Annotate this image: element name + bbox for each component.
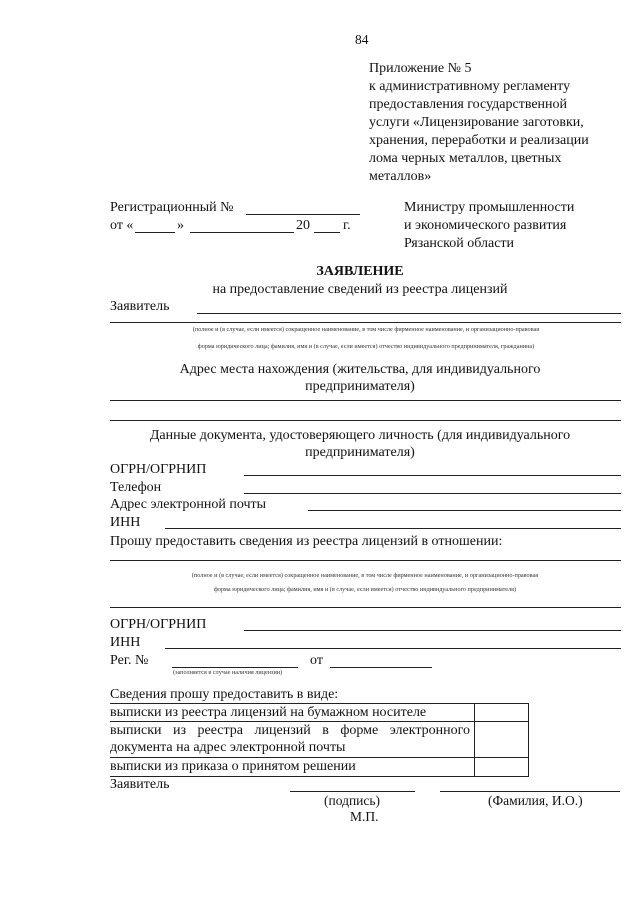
subject-hint: (полное и (в случае, если имеется) сокращенное наименование, в том числе фирменное наименование, и организационно-правовая — [191, 572, 539, 579]
applicant-label: Заявитель — [110, 299, 170, 314]
registration-date-from: от « — [110, 218, 134, 233]
subject-field[interactable] — [110, 560, 621, 561]
subject-inn-label: ИНН — [110, 635, 141, 650]
email-field[interactable] — [308, 510, 621, 511]
inn-label: ИНН — [110, 515, 141, 530]
subject-ogrn-label: ОГРН/ОГРНИП — [110, 617, 207, 632]
applicant-hint: форма юридического лица; фамилия, имя и (в случае, если имеется) отчество индивидуального предпринимателя, гражданина) — [197, 343, 535, 350]
reg-from-label: от — [310, 653, 323, 668]
reg-hint: (заполняется в случае наличия лицензии) — [173, 669, 283, 676]
option-electronic: документа на адрес электронной почты — [110, 740, 346, 755]
ogrn-label: ОГРН/ОГРНИП — [110, 462, 207, 477]
option-electronic: выписки из реестра лицензий в форме электронного — [110, 723, 470, 738]
address-heading: Адрес места нахождения (жительства, для индивидуального — [179, 362, 541, 377]
registration-number-label: Регистрационный № — [110, 200, 234, 215]
registration-year-suffix: г. — [343, 218, 351, 233]
appendix-line: лома черных металлов, цветных — [369, 151, 562, 166]
document-heading: Данные документа, удостоверяющего личность (для индивидуального — [149, 428, 571, 443]
full-name-field[interactable] — [440, 791, 620, 792]
email-label: Адрес электронной почты — [110, 497, 267, 512]
document-title: ЗАЯВЛЕНИЕ — [316, 264, 404, 279]
addressee-line: Министру промышленности — [404, 200, 575, 215]
phone-field[interactable] — [244, 493, 621, 494]
subject-inn-field[interactable] — [165, 648, 621, 649]
registration-year-prefix: 20 — [296, 218, 310, 233]
appendix-line: металлов» — [369, 169, 432, 184]
reg-date-field[interactable] — [330, 667, 432, 668]
option-electronic-checkbox[interactable] — [476, 723, 526, 755]
appendix-line: услуги «Лицензирование заготовки, — [369, 115, 584, 130]
option-paper: выписки из реестра лицензий на бумажном носителе — [110, 705, 427, 720]
appendix-line: предоставления государственной — [369, 97, 568, 112]
option-paper-checkbox[interactable] — [476, 705, 526, 720]
options-table-bottom — [110, 776, 528, 777]
signature-caption: (подпись) — [324, 793, 381, 808]
registration-month-field[interactable] — [190, 232, 294, 233]
applicant-field-line2[interactable] — [110, 322, 621, 323]
options-table-right — [528, 703, 529, 777]
applicant-field[interactable] — [197, 313, 621, 314]
option-order-extract: выписки из приказа о принятом решении — [110, 759, 356, 774]
option-order-extract-checkbox[interactable] — [476, 759, 526, 775]
ogrn-field[interactable] — [244, 475, 621, 476]
form-heading: Сведения прошу предоставить в виде: — [110, 687, 339, 702]
signature-field[interactable] — [290, 791, 415, 792]
document-heading: предпринимателя) — [305, 445, 415, 460]
address-heading: предпринимателя) — [305, 379, 415, 394]
registration-date-quote: » — [177, 218, 184, 233]
inn-field[interactable] — [165, 528, 621, 529]
subject-ogrn-field[interactable] — [244, 630, 621, 631]
reg-number-field[interactable] — [172, 667, 298, 668]
addressee-line: и экономического развития — [404, 218, 567, 233]
registration-number-field[interactable] — [246, 214, 360, 215]
subject-field-line2[interactable] — [110, 607, 621, 608]
registration-day-field[interactable] — [135, 232, 175, 233]
reg-number-label: Рег. № — [110, 653, 149, 668]
applicant-hint: (полное и (в случае, если имеется) сокращенное наименование, в том числе фирменное наименование, и организационно-правовая — [192, 326, 540, 333]
phone-label: Телефон — [110, 480, 162, 495]
full-name-caption: (Фамилия, И.О.) — [488, 793, 583, 808]
appendix-line: Приложение № 5 — [369, 61, 472, 76]
options-table-divider — [474, 703, 475, 777]
document-subtitle: на предоставление сведений из реестра лицензий — [212, 282, 508, 297]
appendix-line: хранения, переработки и реализации — [369, 133, 589, 148]
page-number: 84 — [355, 32, 369, 47]
stamp-label: М.П. — [350, 809, 379, 824]
addressee-line: Рязанской области — [404, 236, 515, 251]
address-field[interactable] — [110, 400, 621, 401]
subject-hint: форма юридического лица; фамилия, имя и (в случае, если имеется) отчество индивидуального предпринимателя) — [213, 586, 517, 593]
appendix-line: к административному регламенту — [369, 79, 571, 94]
signature-applicant-label: Заявитель — [110, 777, 170, 792]
address-field-line2[interactable] — [110, 420, 621, 421]
registration-year-field[interactable] — [314, 232, 340, 233]
request-text: Прошу предоставить сведения из реестра лицензий в отношении: — [110, 534, 503, 549]
